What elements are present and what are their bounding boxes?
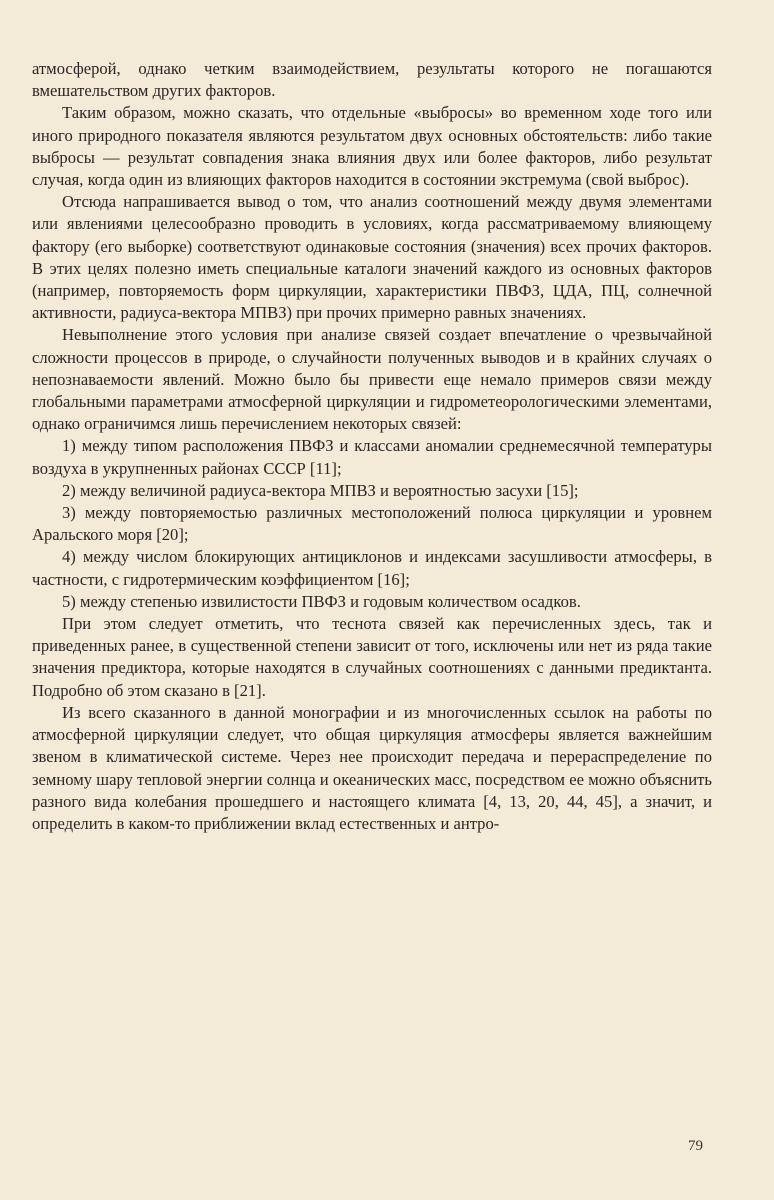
paragraph: При этом следует отметить, что теснота связей как перечисленных здесь, так и приведенных ранее, в существенной степени зависит от того, исключены или нет из ряда такие значения предиктора, которые находятся в случайных соотношениях с данными предиктанта. Подробно об этом сказано в [21]. [32, 614, 712, 700]
list-item: 1) между типом расположения ПВФЗ и классами аномалии среднемесячной температуры воздуха в укрупненных районах СССР [11]; [32, 436, 712, 478]
paragraph: атмосферой, однако четким взаимодействием, результаты которого не погашаются вмешательством других факторов. [32, 59, 712, 101]
page-number: 79 [688, 1138, 703, 1154]
paragraph: Отсюда напрашивается вывод о том, что анализ соотношений между двумя элементами или явлениями целесообразно проводить в условиях, когда рассматриваемому влияющему фактору (его выборке) соответствуют одинаковые состояния (значения) всех прочих факторов. В этих целях полезно иметь специальные каталоги значений каждого из основных факторов (например, повторяемость форм циркуляции, характеристики ПВФЗ, ЦДА, ПЦ, солнечной активности, радиуса-вектора МПВЗ) при прочих примерно равных значениях. [32, 192, 712, 323]
list-item: 5) между степенью извилистости ПВФЗ и годовым количеством осадков. [62, 591, 581, 611]
list-item: 3) между повторяемостью различных местоположений полюса циркуляции и уровнем Аральского моря [20]; [32, 503, 712, 545]
paragraph: Из всего сказанного в данной монографии и из многочисленных ссылок на работы по атмосферной циркуляции следует, что общая циркуляция атмосферы является важнейшим звеном в климатической системе. Через нее происходит передача и перераспределение по земному шару тепловой энергии солнца и океанических масс, посредством ее можно объяснить разного вида колебания прошедшего и настоящего климата [4, 13, 20, 44, 45], а значит, и определить в каком-то приближении вклад естественных и антро- [32, 702, 712, 833]
paragraph: Таким образом, можно сказать, что отдельные «выбросы» во временном ходе того или иного природного показателя являются результатом двух основных обстоятельств: либо такие выбросы — результат совпадения знака влияния двух или более факторов, либо результат случая, когда один из влияющих факторов находится в состоянии экстремума (свой выброс). [32, 103, 712, 190]
paragraph: Невыполнение этого условия при анализе связей создает впечатление о чрезвычайной сложности процессов в природе, о случайности полученных выводов и в крайних случаях о непознаваемости явлений. Можно было бы привести еще немало примеров связи между глобальными параметрами атмосферной циркуляции и гидрометеорологическими элементами, однако ограничимся лишь перечислением некоторых связей: [32, 325, 712, 434]
list-item: 2) между величиной радиуса-вектора МПВЗ и вероятностью засухи [15]; [62, 480, 579, 500]
body-text [32, 58, 712, 835]
list-item: 4) между числом блокирующих антициклонов и индексами засушливости атмосферы, в частности, с гидротермическим коэффициентом [16]; [32, 547, 712, 589]
